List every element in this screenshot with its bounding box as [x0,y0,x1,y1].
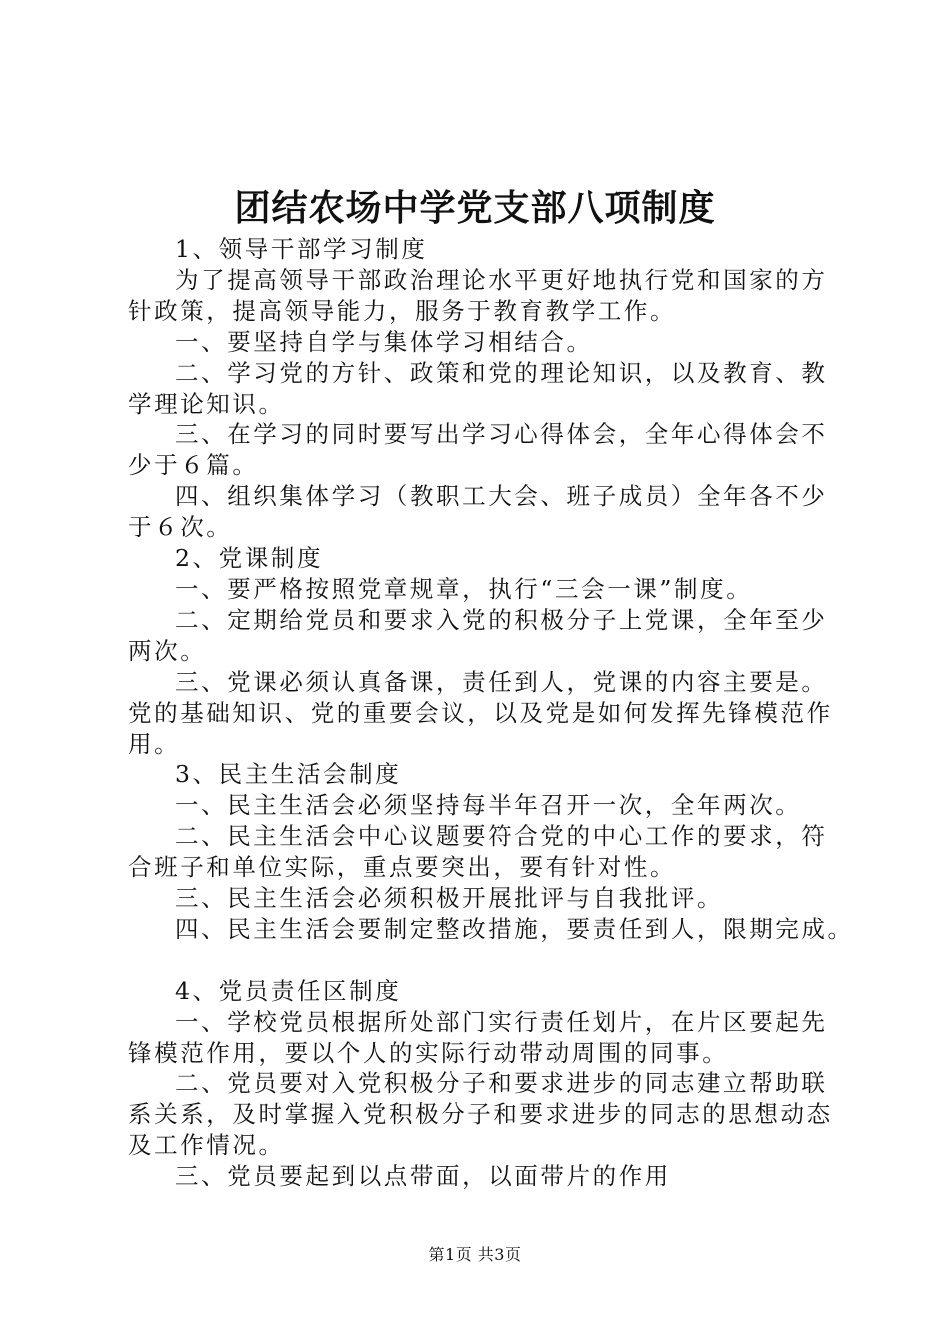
paragraph-line: 三、党课必须认真备课，责任到人，党课的内容主要是。 [175,667,828,696]
paragraph-line: 一、要坚持自学与集体学习相结合。 [175,327,593,356]
paragraph-line-continued: 用。 [128,729,181,758]
paragraph-line: 三、民主生活会必须积极开展批评与自我批评。 [175,884,724,913]
section-heading: 2、党课制度 [175,544,324,573]
paragraph-line: 四、民主生活会要制定整改措施，要责任到人，限期完成。 [175,914,854,943]
paragraph-line: 一、民主生活会必须坚持每半年召开一次，全年两次。 [175,791,802,820]
section-heading: 4、党员责任区制度 [175,976,402,1005]
blank-line [128,945,840,976]
paragraph-line-continued: 于６次。 [128,513,233,542]
paragraph-line: 二、党员要对入党积极分子和要求进步的同志建立帮助联 [175,1069,828,1098]
page-number-footer: 第1页 共3页 [428,1245,522,1264]
paragraph-line: 为了提高领导干部政治理论水平更好地执行党和国家的方 [175,265,828,294]
document-body [128,234,854,1192]
paragraph-line-continued: 两次。 [128,636,207,665]
paragraph-line-continued: 少于６篇。 [128,451,259,480]
paragraph-line-continued: 锋模范作用，要以个人的实际行动带动周围的同事。 [128,1038,729,1067]
paragraph-line: 二、定期给党员和要求入党的积极分子上党课，全年至少 [175,605,828,634]
paragraph-line-continued: 党的基础知识、党的重要会议，以及党是如何发挥先锋模范作 [128,698,833,727]
paragraph-line: 一、要严格按照党章规章，执行“三会一课”制度。 [175,574,753,603]
paragraph-line-continued: 合班子和单位实际，重点要突出，要有针对性。 [128,853,677,882]
paragraph-line-continued: 针政策，提高领导能力，服务于教育教学工作。 [128,296,677,325]
document-title: 团结农场中学党支部八项制度 [234,187,716,229]
paragraph-line: 一、学校党员根据所处部门实行责任划片，在片区要起先 [175,1007,828,1036]
section-heading: 1、领导干部学习制度 [175,235,428,263]
paragraph-line-continued: 及工作情况。 [128,1131,285,1160]
paragraph-line: 三、在学习的同时要写出学习心得体会，全年心得体会不 [175,420,828,449]
paragraph-line: 二、学习党的方针、政策和党的理论知识，以及教育、教 [175,358,828,387]
paragraph-line: 二、民主生活会中心议题要符合党的中心工作的要求，符 [175,822,828,851]
section-heading: 3、民主生活会制度 [175,760,402,789]
paragraph-line-continued: 系关系，及时掌握入党积极分子和要求进步的同志的思想动态 [128,1100,833,1129]
paragraph-line: 四、组织集体学习（教职工大会、班子成员）全年各不少 [175,482,828,511]
paragraph-line-continued: 学理论知识。 [128,389,285,418]
paragraph-line: 三、党员要起到以点带面，以面带片的作用 [175,1162,671,1191]
